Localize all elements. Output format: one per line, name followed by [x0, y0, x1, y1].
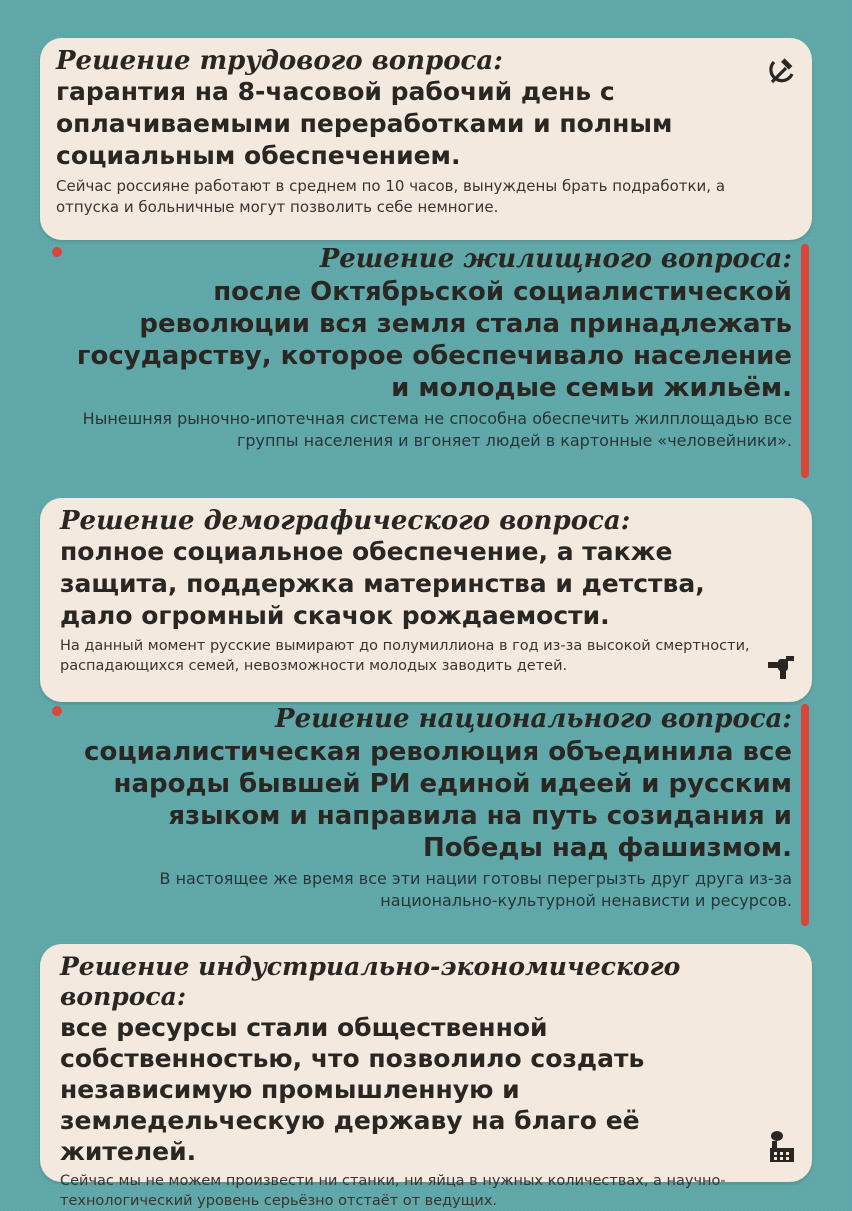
section-note: Сейчас россияне работают в среднем по 10 часов, вынуждены брать подработки, а отпуска и больничные могут позволить себе немногие. [56, 177, 726, 216]
section-lead: все ресурсы стали общественной собственностью, что позволило создать независимую промышленную и земледельческую державу на благо её жителей. [60, 1013, 645, 1166]
section-note: На данный момент русские вымирают до полумиллиона в год из-за высокой смертности, распадающихся семей, невозможности молодых заводить детей. [60, 638, 750, 674]
fist-hammer-icon [766, 654, 796, 684]
section-note: Нынешняя рыночно-ипотечная система не способна обеспечить жилплощадью все группы населения и вгоняет людей в картонные «человейники». [82, 409, 792, 450]
section-title: Решение индустриально-экономического вопроса: [60, 952, 681, 1011]
section-lead: после Октябрьской социалистической революции вся земля стала принадлежать государству, которое обеспечивало население и молодые семьи жильём. [76, 277, 792, 403]
section-title: Решение демографического вопроса: [60, 506, 631, 536]
section-note: В настоящее же время все эти нации готовы перегрызть друг друга из-за национально-культурной ненависти и ресурсов. [159, 869, 792, 910]
section-title: Решение трудового вопроса: [56, 46, 503, 76]
section-lead: социалистическая революция объединила все народы бывшей РИ единой идеей и русским языком и направила на путь созидания и Победы над фашизмом. [84, 737, 792, 863]
hammer-sickle-icon [766, 56, 796, 90]
section-labour [40, 38, 812, 240]
section-note: Сейчас мы не можем произвести ни станки, ни яйца в нужных количествах, а научно-технологический уровень серьёзно отстаёт от ведущих. [60, 1173, 726, 1209]
accent-bar [801, 244, 809, 478]
section-lead: полное социальное обеспечение, а также защита, поддержка материнства и детства, дало огромный скачок рождаемости. [60, 537, 705, 630]
bullet-dot [52, 247, 62, 257]
section-lead: гарантия на 8-часовой рабочий день с оплачиваемыми переработками и полным социальным обеспечением. [56, 77, 673, 170]
section-demographic [40, 498, 812, 702]
accent-bar [801, 704, 809, 926]
section-title: Решение жилищного вопроса: [319, 244, 792, 274]
factory-icon [768, 1130, 796, 1166]
section-industrial [40, 944, 812, 1209]
section-housing [70, 244, 792, 452]
section-title: Решение национального вопроса: [275, 704, 792, 734]
bullet-dot [52, 706, 62, 716]
section-national [70, 704, 792, 912]
